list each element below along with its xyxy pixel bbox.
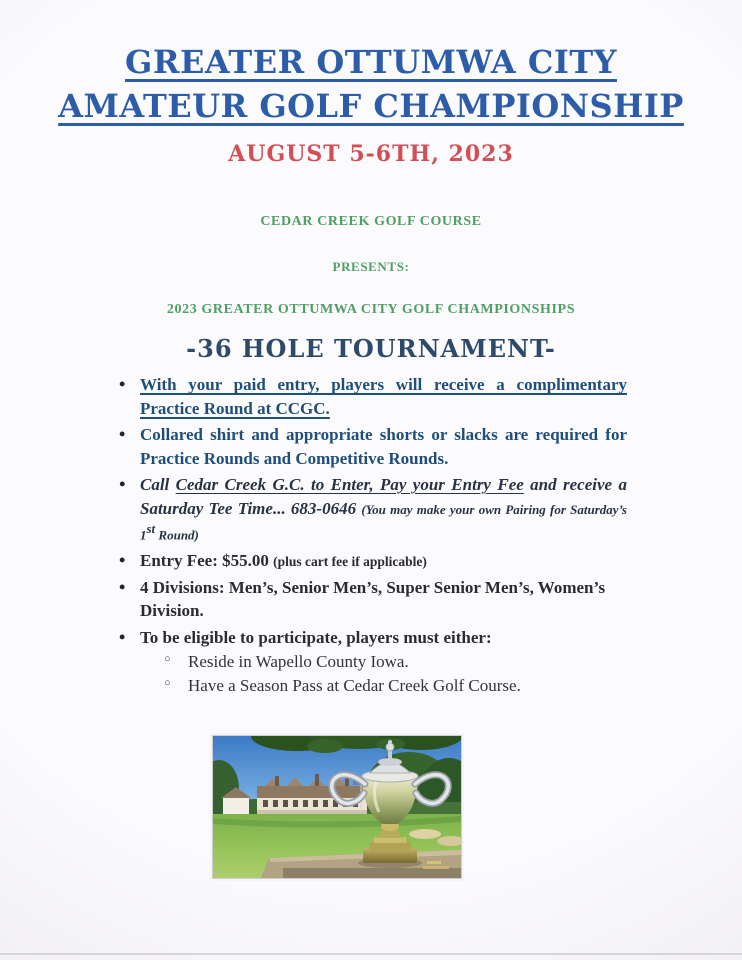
page-title	[0, 40, 742, 128]
bullet-call-to-enter	[116, 473, 627, 546]
call-note-ordinal: st	[146, 521, 156, 537]
bullet-divisions: • 4 Divisions: Men’s, Senior Men’s, Super Senior Men’s, Women’s Division.	[116, 576, 627, 623]
call-note: (You may make your own Pairing for Saturday’s 1	[140, 501, 627, 543]
bullet-dress-code: • Collared shirt and appropriate shorts or slacks are required for Practice Rounds and Competitive Rounds.	[116, 423, 627, 470]
subtitle: 2023 GREATER OTTUMWA CITY GOLF CHAMPIONSHIPS	[166, 302, 576, 318]
bullet-entry-bonus: • With your paid entry, players will receive a complimentary Practice Round at CCGC.	[116, 373, 627, 420]
entry-fee-main: Entry Fee: $55.00	[140, 551, 274, 571]
call-prefix: Call	[140, 475, 176, 495]
event-date: AUGUST 5-6TH, 2023	[228, 141, 514, 168]
scan-edge-line	[0, 953, 742, 955]
info-bullet-list	[116, 373, 627, 698]
bullet-eligibility	[116, 626, 627, 698]
call-underlined-text: Cedar Creek G.C. to Enter, Pay your Entry Fee	[175, 475, 524, 495]
call-note-end: Round)	[155, 527, 199, 543]
sub-bullet-season-pass: ○ Have a Season Pass at Cedar Creek Golf Course.	[162, 674, 627, 697]
golf-course-trophy-illustration	[213, 736, 461, 878]
tournament-heading: -36 HOLE TOURNAMENT-	[186, 334, 556, 364]
title-line-2: AMATEUR GOLF CHAMPIONSHIP	[58, 87, 684, 126]
course-name: CEDAR CREEK GOLF COURSE	[260, 214, 482, 230]
flyer-photo	[212, 735, 462, 879]
photo-watermark	[427, 861, 441, 864]
sub-bullet-residency: ○ Reside in Wapello County Iowa.	[162, 650, 627, 673]
eligibility-intro: To be eligible to participate, players must either:	[140, 627, 492, 647]
presents-label: PRESENTS:	[332, 259, 410, 275]
call-rest: and receive a Saturday Tee Time... 683-0646	[140, 475, 627, 518]
entry-fee-note: (plus cart fee if applicable)	[273, 554, 427, 570]
bullet-entry-fee	[116, 549, 627, 572]
eligibility-sublist	[140, 650, 627, 698]
title-line-1: GREATER OTTUMWA CITY	[125, 43, 617, 81]
